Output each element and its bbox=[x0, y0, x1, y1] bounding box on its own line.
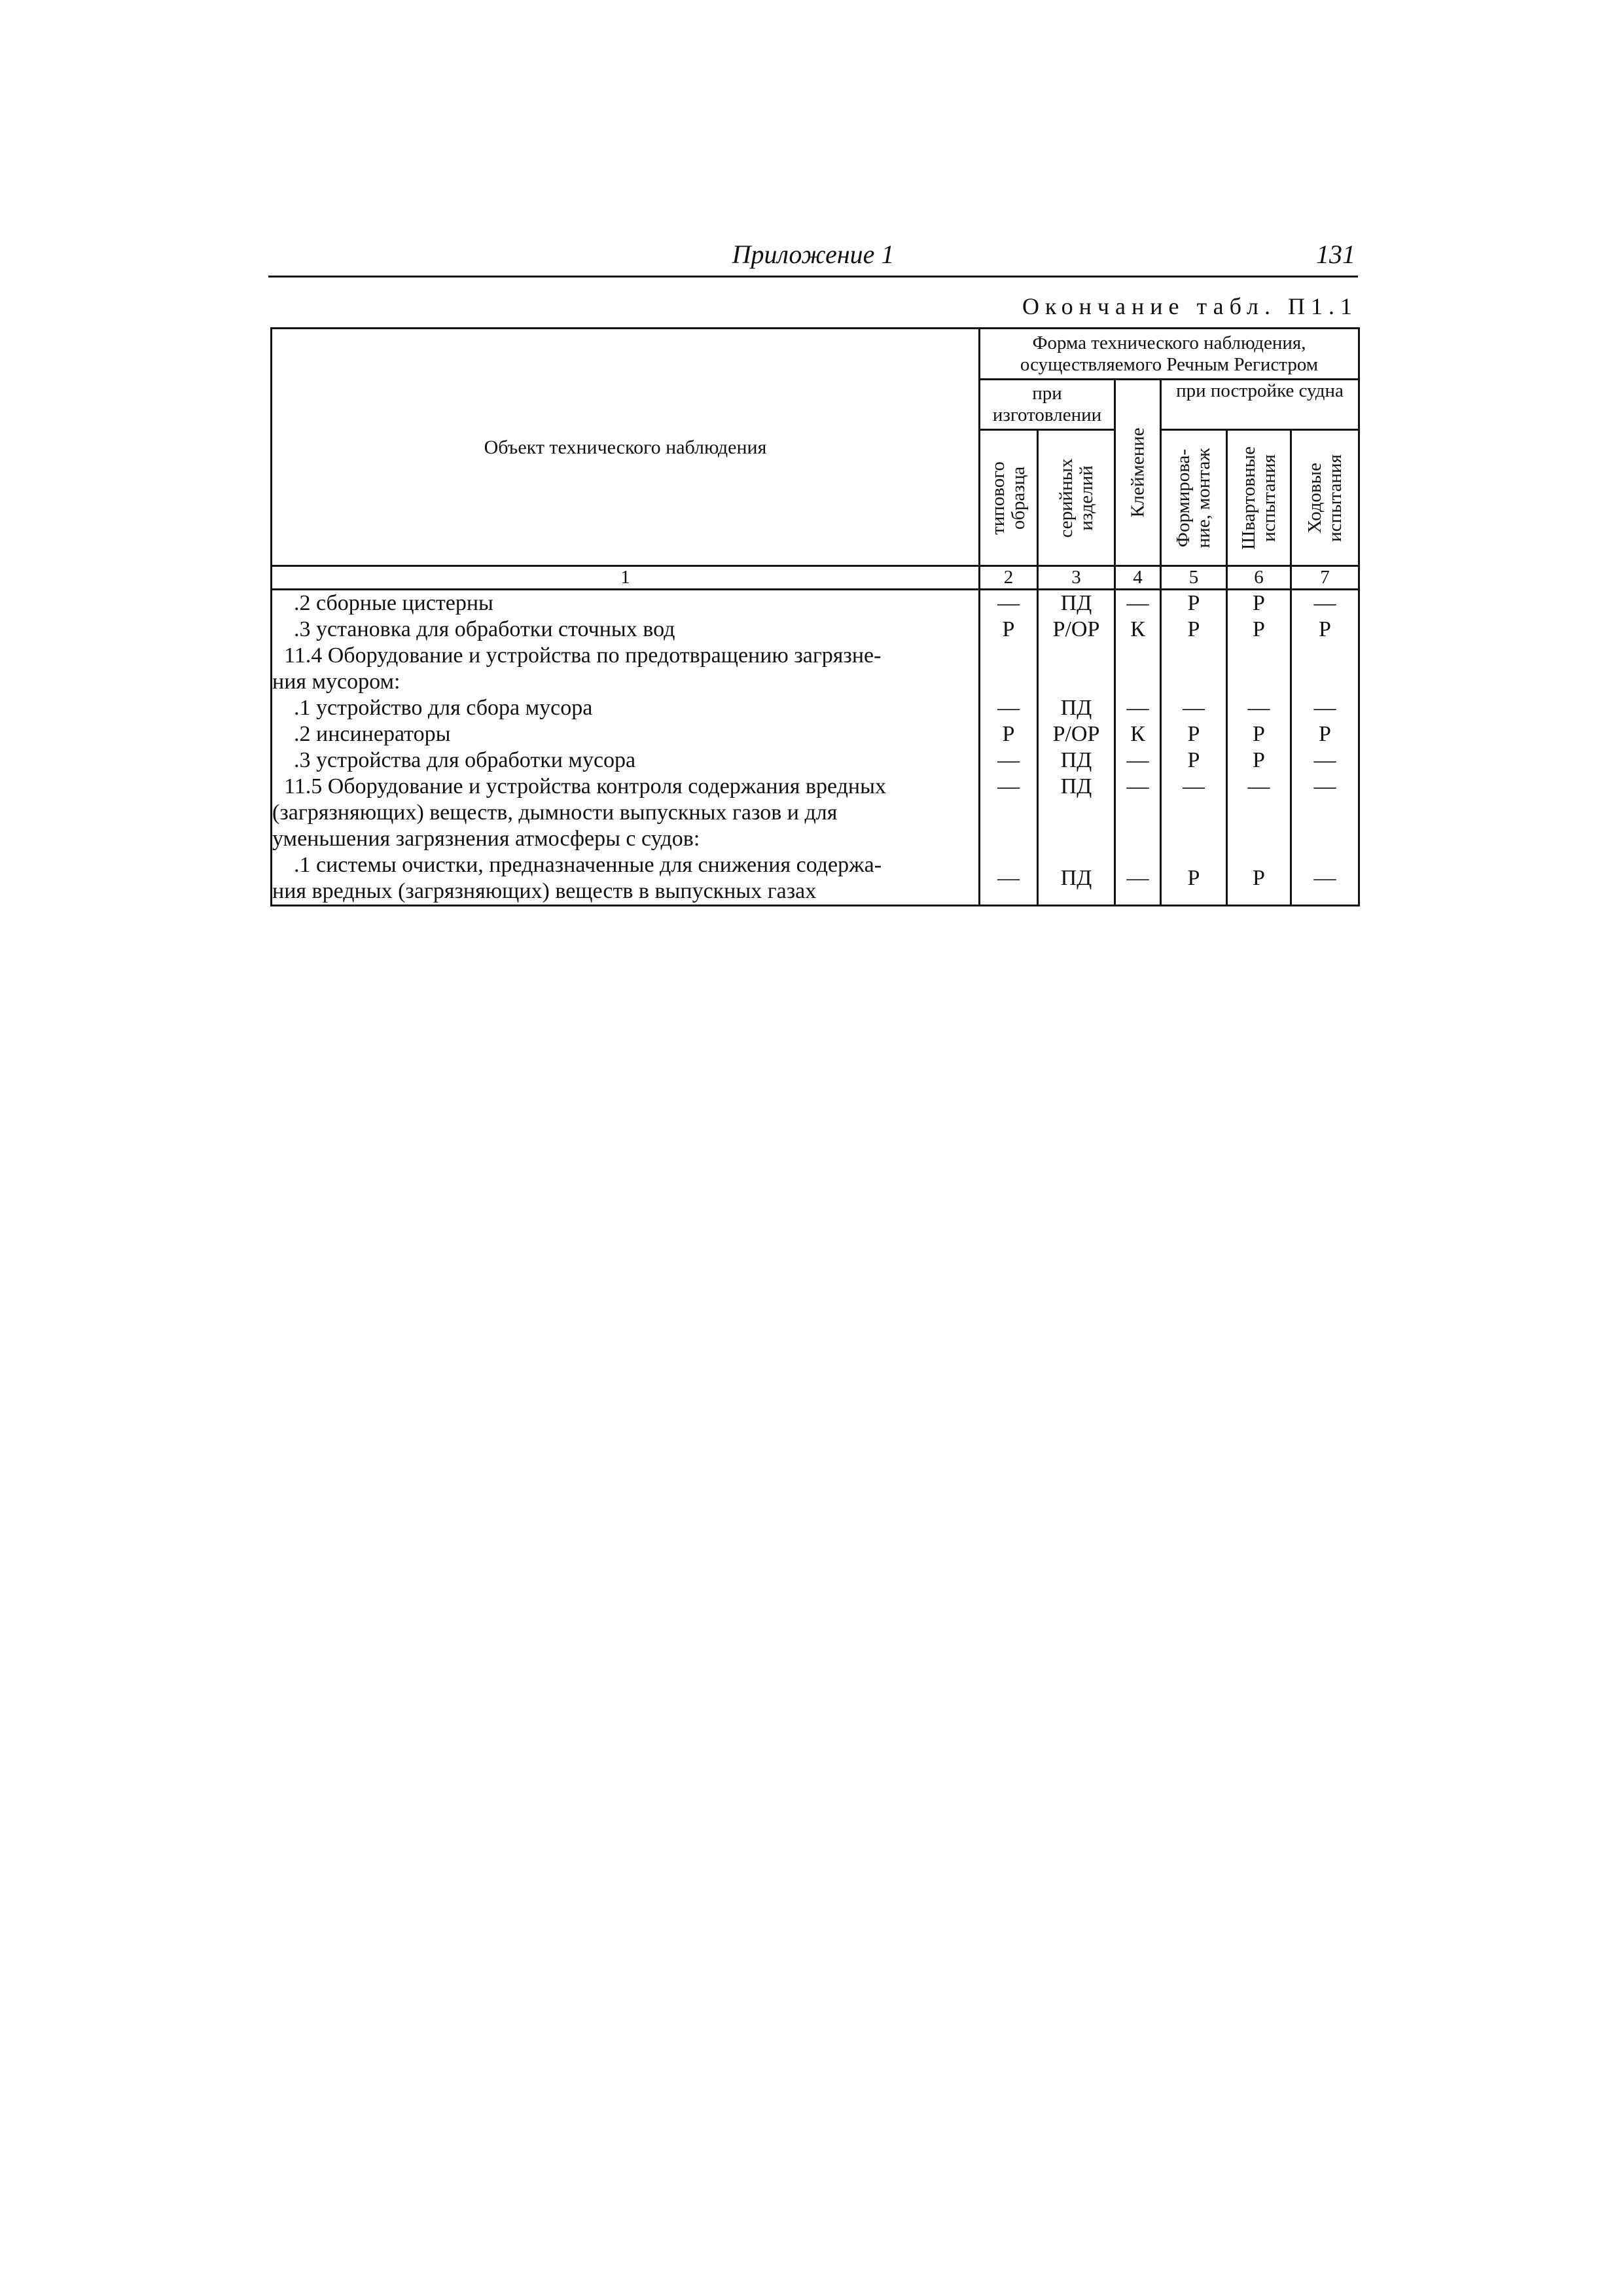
cell-value: ПД bbox=[1038, 590, 1115, 617]
cell-value: Р bbox=[1227, 590, 1291, 617]
row-object: .1 системы очистки, предназначенные для снижения содержа- ния вредных (загрязняющих) веществ в выпускных газах bbox=[272, 852, 980, 906]
header-serial-products: серийных изделий bbox=[1038, 430, 1115, 566]
row-object: 11.5 Оборудование и устройства контроля содержания вредных (загрязняющих) веществ, дымности выпускных газов и для уменьшения загрязнения атмосферы с судов: bbox=[272, 774, 980, 852]
cell-value bbox=[1291, 643, 1359, 695]
table-row bbox=[272, 747, 1359, 774]
cell-value: Р bbox=[980, 617, 1038, 643]
cell-value: — bbox=[980, 590, 1038, 617]
col-number: 7 bbox=[1291, 566, 1359, 590]
cell-value: ПД bbox=[1038, 852, 1115, 906]
cell-value: Р bbox=[1227, 721, 1291, 747]
table-row bbox=[272, 617, 1359, 643]
cell-value: Р bbox=[1227, 747, 1291, 774]
col-number: 4 bbox=[1115, 566, 1161, 590]
cell-value: Р bbox=[1227, 617, 1291, 643]
cell-value: — bbox=[1291, 695, 1359, 721]
cell-value: — bbox=[1291, 590, 1359, 617]
page-number: 131 bbox=[1316, 240, 1355, 269]
row-object: .3 установка для обработки сточных вод bbox=[272, 617, 980, 643]
cell-value: — bbox=[1115, 774, 1161, 852]
cell-value: — bbox=[1227, 695, 1291, 721]
table-row bbox=[272, 590, 1359, 617]
row-object: .3 устройства для обработки мусора bbox=[272, 747, 980, 774]
cell-value: ПД bbox=[1038, 747, 1115, 774]
running-head bbox=[268, 239, 1358, 278]
table-row bbox=[272, 774, 1359, 852]
col-number: 5 bbox=[1161, 566, 1227, 590]
cell-value: К bbox=[1115, 617, 1161, 643]
cell-value: Р/ОР bbox=[1038, 721, 1115, 747]
cell-value: — bbox=[1115, 747, 1161, 774]
header-mooring-trials: Швартовные испытания bbox=[1227, 430, 1291, 566]
cell-value: Р bbox=[1161, 617, 1227, 643]
cell-value: ПД bbox=[1038, 695, 1115, 721]
cell-value: — bbox=[1115, 852, 1161, 906]
cell-value: Р bbox=[1161, 590, 1227, 617]
cell-value: — bbox=[980, 852, 1038, 906]
cell-value: Р bbox=[1227, 852, 1291, 906]
cell-value: — bbox=[1291, 747, 1359, 774]
header-marking: Клеймение bbox=[1115, 380, 1161, 566]
row-object: .1 устройство для сбора мусора bbox=[272, 695, 980, 721]
row-object: .2 сборные цистерны bbox=[272, 590, 980, 617]
header-manufacturing: при изготовлении bbox=[980, 380, 1115, 430]
header-construction: при постройке судна bbox=[1161, 380, 1359, 430]
cell-value: — bbox=[1161, 695, 1227, 721]
header-type-sample: типового образца bbox=[980, 430, 1038, 566]
cell-value: Р/ОР bbox=[1038, 617, 1115, 643]
col-number: 3 bbox=[1038, 566, 1115, 590]
row-object: .2 инсинераторы bbox=[272, 721, 980, 747]
cell-value bbox=[1038, 643, 1115, 695]
cell-value: Р bbox=[1291, 721, 1359, 747]
cell-value: Р bbox=[1161, 852, 1227, 906]
header-forming-mounting: Формирова- ние, монтаж bbox=[1161, 430, 1227, 566]
cell-value: — bbox=[980, 747, 1038, 774]
appendix-title: Приложение 1 bbox=[732, 240, 895, 269]
observation-table bbox=[270, 327, 1360, 906]
col-number: 6 bbox=[1227, 566, 1291, 590]
table-row bbox=[272, 643, 1359, 695]
cell-value: — bbox=[1227, 774, 1291, 852]
cell-value: — bbox=[980, 695, 1038, 721]
table-row bbox=[272, 695, 1359, 721]
row-object: 11.4 Оборудование и устройства по предотвращению загрязне- ния мусором: bbox=[272, 643, 980, 695]
col-number: 1 bbox=[272, 566, 980, 590]
header-form-group: Форма технического наблюдения, осуществляемого Речным Регистром bbox=[980, 329, 1359, 380]
cell-value: — bbox=[1291, 852, 1359, 906]
cell-value: Р bbox=[980, 721, 1038, 747]
cell-value: — bbox=[980, 774, 1038, 852]
table-row bbox=[272, 721, 1359, 747]
cell-value bbox=[1227, 643, 1291, 695]
cell-value: — bbox=[1115, 695, 1161, 721]
cell-value bbox=[1161, 643, 1227, 695]
cell-value: Р bbox=[1161, 747, 1227, 774]
header-sea-trials: Ходовые испытания bbox=[1291, 430, 1359, 566]
cell-value: Р bbox=[1161, 721, 1227, 747]
table-caption: Окончание табл. П1.1 bbox=[1022, 293, 1358, 319]
col-number: 2 bbox=[980, 566, 1038, 590]
cell-value: Р bbox=[1291, 617, 1359, 643]
cell-value bbox=[980, 643, 1038, 695]
cell-value: — bbox=[1161, 774, 1227, 852]
cell-value: — bbox=[1115, 590, 1161, 617]
cell-value: К bbox=[1115, 721, 1161, 747]
cell-value: — bbox=[1291, 774, 1359, 852]
header-object: Объект технического наблюдения bbox=[272, 329, 980, 566]
cell-value bbox=[1115, 643, 1161, 695]
cell-value: ПД bbox=[1038, 774, 1115, 852]
table-row bbox=[272, 852, 1359, 906]
